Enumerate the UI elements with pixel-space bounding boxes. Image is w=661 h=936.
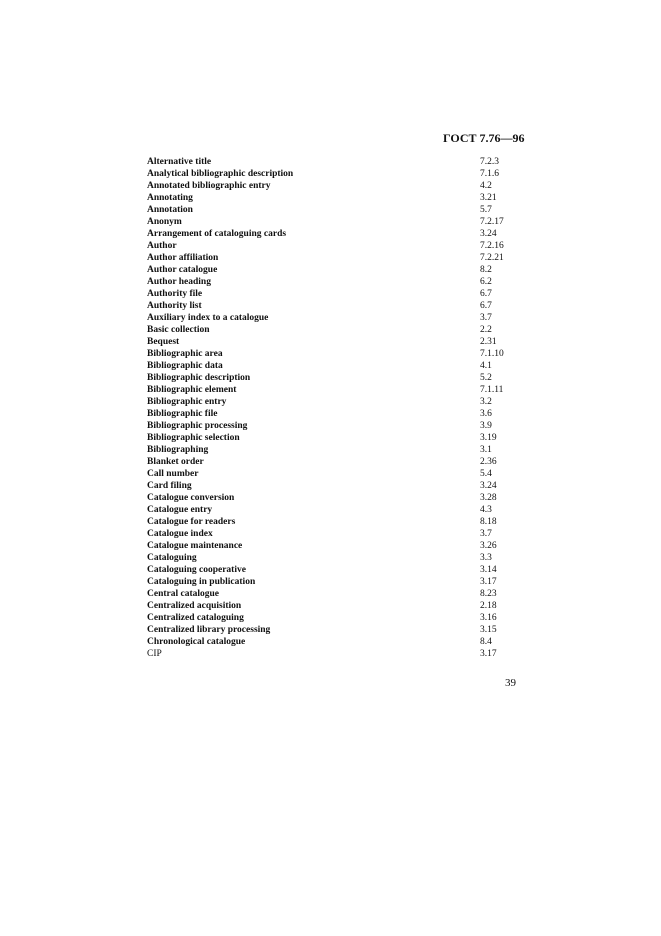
index-reference: 8.18 xyxy=(480,517,497,527)
index-term: Author catalogue xyxy=(147,265,218,275)
index-entry xyxy=(147,648,527,660)
index-reference: 7.2.16 xyxy=(480,241,504,251)
index-reference: 5.2 xyxy=(480,373,492,383)
index-term: Bibliographic data xyxy=(147,361,223,371)
index-reference: 3.7 xyxy=(480,313,492,323)
index-reference: 3.26 xyxy=(480,541,497,551)
term-index-list xyxy=(147,156,527,660)
index-entry xyxy=(147,228,527,240)
index-entry xyxy=(147,576,527,588)
index-term: Authority file xyxy=(147,289,203,299)
index-entry xyxy=(147,612,527,624)
index-reference: 8.23 xyxy=(480,589,497,599)
index-reference: 4.2 xyxy=(480,181,492,191)
index-term: Centralized library processing xyxy=(147,625,271,635)
index-entry xyxy=(147,204,527,216)
index-reference: 4.1 xyxy=(480,361,492,371)
index-reference: 7.2.17 xyxy=(480,217,504,227)
index-term: Author affiliation xyxy=(147,253,219,263)
index-entry xyxy=(147,504,527,516)
index-entry xyxy=(147,588,527,600)
index-entry xyxy=(147,468,527,480)
index-term: Basic collection xyxy=(147,325,210,335)
index-entry xyxy=(147,240,527,252)
index-entry xyxy=(147,396,527,408)
index-term: Bibliographic area xyxy=(147,349,223,359)
index-reference: 7.2.3 xyxy=(480,157,499,167)
index-term: Centralized cataloguing xyxy=(147,613,244,623)
index-entry xyxy=(147,324,527,336)
index-entry xyxy=(147,636,527,648)
index-entry xyxy=(147,408,527,420)
index-reference: 3.2 xyxy=(480,397,492,407)
document-header: ГОСТ 7.76—96 xyxy=(443,131,525,145)
index-reference: 3.19 xyxy=(480,433,497,443)
index-term: Author heading xyxy=(147,277,211,287)
index-term: Bibliographic file xyxy=(147,409,218,419)
index-reference: 3.3 xyxy=(480,553,492,563)
index-term: Call number xyxy=(147,469,199,479)
index-term: Catalogue index xyxy=(147,529,213,539)
index-reference: 7.2.21 xyxy=(480,253,504,263)
index-entry xyxy=(147,552,527,564)
index-term: Card filing xyxy=(147,481,192,491)
index-reference: 7.1.10 xyxy=(480,349,504,359)
index-entry xyxy=(147,252,527,264)
index-term: Arrangement of cataloguing cards xyxy=(147,229,287,239)
index-entry xyxy=(147,336,527,348)
index-entry xyxy=(147,624,527,636)
index-reference: 3.24 xyxy=(480,229,497,239)
index-reference: 8.2 xyxy=(480,265,492,275)
index-term: Centralized acquisition xyxy=(147,601,242,611)
index-entry xyxy=(147,456,527,468)
index-term: Authority list xyxy=(147,301,202,311)
index-reference: 5.7 xyxy=(480,205,492,215)
index-reference: 3.17 xyxy=(480,577,497,587)
index-term: Annotated bibliographic entry xyxy=(147,181,271,191)
index-term: Anonym xyxy=(147,217,182,227)
page-number: 39 xyxy=(505,677,516,689)
index-reference: 2.2 xyxy=(480,325,492,335)
index-term: Blanket order xyxy=(147,457,204,467)
index-reference: 3.9 xyxy=(480,421,492,431)
index-reference: 3.28 xyxy=(480,493,497,503)
index-term: Central catalogue xyxy=(147,589,220,599)
index-term: Catalogue conversion xyxy=(147,493,235,503)
index-entry xyxy=(147,312,527,324)
index-term: Auxiliary index to a catalogue xyxy=(147,313,269,323)
index-reference: 3.7 xyxy=(480,529,492,539)
index-term: Bibliographic selection xyxy=(147,433,240,443)
index-reference: 6.2 xyxy=(480,277,492,287)
index-term: Cataloguing in publication xyxy=(147,577,256,587)
index-reference: 5.4 xyxy=(480,469,492,479)
index-entry xyxy=(147,192,527,204)
index-entry xyxy=(147,432,527,444)
index-reference: 2.18 xyxy=(480,601,497,611)
index-term: Catalogue for readers xyxy=(147,517,236,527)
index-reference: 3.17 xyxy=(480,649,497,659)
index-term: Bibliographic processing xyxy=(147,421,248,431)
index-reference: 6.7 xyxy=(480,289,492,299)
index-entry xyxy=(147,492,527,504)
index-entry xyxy=(147,516,527,528)
index-term: Alternative title xyxy=(147,157,212,167)
index-entry xyxy=(147,372,527,384)
index-entry xyxy=(147,264,527,276)
index-term: Author xyxy=(147,241,177,251)
index-entry xyxy=(147,420,527,432)
index-term: Bequest xyxy=(147,337,180,347)
index-term: Bibliographing xyxy=(147,445,209,455)
index-reference: 8.4 xyxy=(480,637,492,647)
index-entry xyxy=(147,540,527,552)
index-reference: 3.16 xyxy=(480,613,497,623)
index-entry xyxy=(147,360,527,372)
index-entry xyxy=(147,156,527,168)
index-entry xyxy=(147,480,527,492)
index-reference: 7.1.6 xyxy=(480,169,499,179)
index-reference: 4.3 xyxy=(480,505,492,515)
index-term: Cataloguing cooperative xyxy=(147,565,246,575)
index-reference: 3.21 xyxy=(480,193,497,203)
index-entry xyxy=(147,348,527,360)
index-term: Catalogue maintenance xyxy=(147,541,243,551)
index-term: Chronological catalogue xyxy=(147,637,246,647)
index-entry xyxy=(147,384,527,396)
index-entry xyxy=(147,600,527,612)
index-reference: 3.6 xyxy=(480,409,492,419)
index-term: Bibliographic element xyxy=(147,385,237,395)
index-reference: 7.1.11 xyxy=(480,385,504,395)
index-reference: 2.36 xyxy=(480,457,497,467)
index-entry xyxy=(147,276,527,288)
index-entry xyxy=(147,288,527,300)
index-reference: 3.24 xyxy=(480,481,497,491)
index-reference: 2.31 xyxy=(480,337,497,347)
index-entry xyxy=(147,564,527,576)
index-reference: 3.15 xyxy=(480,625,497,635)
index-reference: 3.1 xyxy=(480,445,492,455)
index-term: Annotation xyxy=(147,205,193,215)
index-term: Annotating xyxy=(147,193,193,203)
index-term: Bibliographic description xyxy=(147,373,251,383)
index-entry xyxy=(147,444,527,456)
index-term: CIP xyxy=(147,649,162,659)
index-reference: 6.7 xyxy=(480,301,492,311)
index-term: Analytical bibliographic description xyxy=(147,169,294,179)
index-entry xyxy=(147,168,527,180)
index-term: Catalogue entry xyxy=(147,505,213,515)
index-reference: 3.14 xyxy=(480,565,497,575)
index-term: Bibliographic entry xyxy=(147,397,227,407)
index-entry xyxy=(147,216,527,228)
index-term: Cataloguing xyxy=(147,553,197,563)
index-entry xyxy=(147,300,527,312)
index-entry xyxy=(147,180,527,192)
index-entry xyxy=(147,528,527,540)
